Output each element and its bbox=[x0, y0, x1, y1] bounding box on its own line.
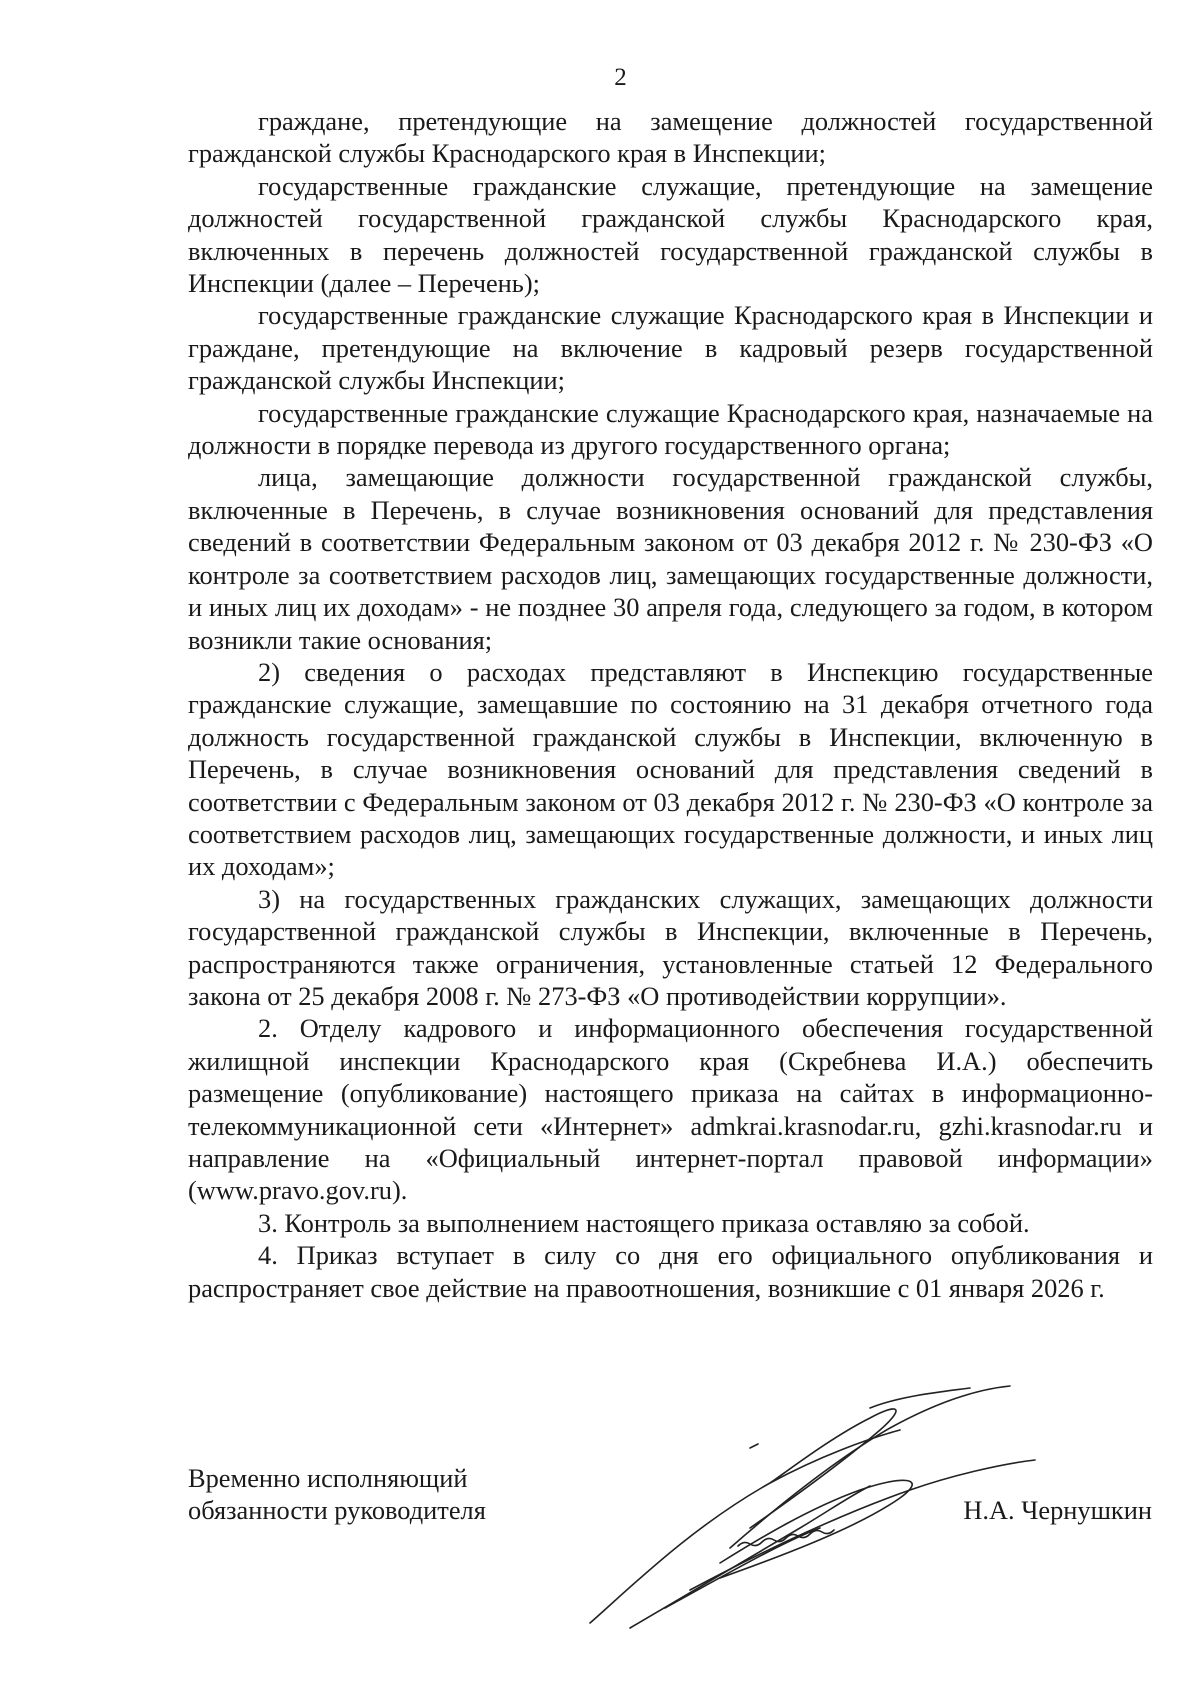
paragraph: лица, замещающие должности государственной гражданской службы, включенные в Перечень, в случае возникновения оснований для представления сведений в соответствии Федеральным законом от 03 декабря 2012 г. № 230-ФЗ «О контроле за соответствием расходов лиц, замещающих государственные должности, и иных лиц их доходам» - не позднее 30 апреля года, следующего за годом, в котором возникли такие основания; bbox=[188, 462, 1153, 655]
paragraph: 2. Отделу кадрового и информационного обеспечения государственной жилищной инспекции Краснодарского края (Скребнева И.А.) обеспечить размещение (опубликование) настоящего приказа на сайтах в информационно-телекоммуникационной сети «Интернет» admkrai.krasnodar.ru, gzhi.krasnodar.ru и направление на «Официальный интернет-портал правовой информации» (www.pravo.gov.ru). bbox=[188, 1013, 1153, 1206]
signatory-position bbox=[188, 1462, 486, 1526]
document-body bbox=[188, 105, 1153, 1304]
position-line: обязанности руководителя bbox=[188, 1495, 486, 1525]
paragraph: государственные гражданские служащие Краснодарского края в Инспекции и граждане, претендующие на включение в кадровый резерв государственной гражданской службы Инспекции; bbox=[188, 300, 1153, 396]
paragraph: 4. Приказ вступает в силу со дня его официального опубликования и распространяет свое действие на правоотношения, возникшие с 01 января 2026 г. bbox=[188, 1240, 1153, 1303]
paragraph: государственные гражданские служащие Краснодарского края, назначаемые на должности в порядке перевода из другого государственного органа; bbox=[188, 397, 1153, 461]
paragraph: государственные гражданские служащие, претендующие на замещение должностей государственной гражданской службы Краснодарского края, включенных в перечень должностей государственной гражданской службы в Инспекции (далее – Перечень); bbox=[188, 170, 1153, 299]
signatory-name: Н.А. Чернушкин bbox=[963, 1495, 1152, 1525]
paragraph: граждане, претендующие на замещение должностей государственной гражданской службы Краснодарского края в Инспекции; bbox=[188, 106, 1153, 169]
paragraph: 3) на государственных гражданских служащих, замещающих должности государственной гражданской службы в Инспекции, включенные в Перечень, распространяются также ограничения, установленные статьей 12 Федерального закона от 25 декабря 2008 г. № 273-ФЗ «О противодействии коррупции». bbox=[188, 883, 1153, 1011]
page-number: 2 bbox=[614, 64, 627, 91]
paragraph: 3. Контроль за выполнением настоящего приказа оставляю за собой. bbox=[258, 1207, 1030, 1238]
position-line: Временно исполняющий bbox=[188, 1463, 468, 1493]
paragraph: 2) сведения о расходах представляют в Инспекцию государственные гражданские служащие, замещавшие по состоянию на 31 декабря отчетного года должность государственной гражданской службы в Инспекции, включенную в Перечень, в случае возникновения оснований для представления сведений в соответствии с Федеральным законом от 03 декабря 2012 г. № 230-ФЗ «О контроле за соответствием расходов лиц, замещающих государственные должности, и иных лиц их доходам»; bbox=[188, 656, 1153, 882]
